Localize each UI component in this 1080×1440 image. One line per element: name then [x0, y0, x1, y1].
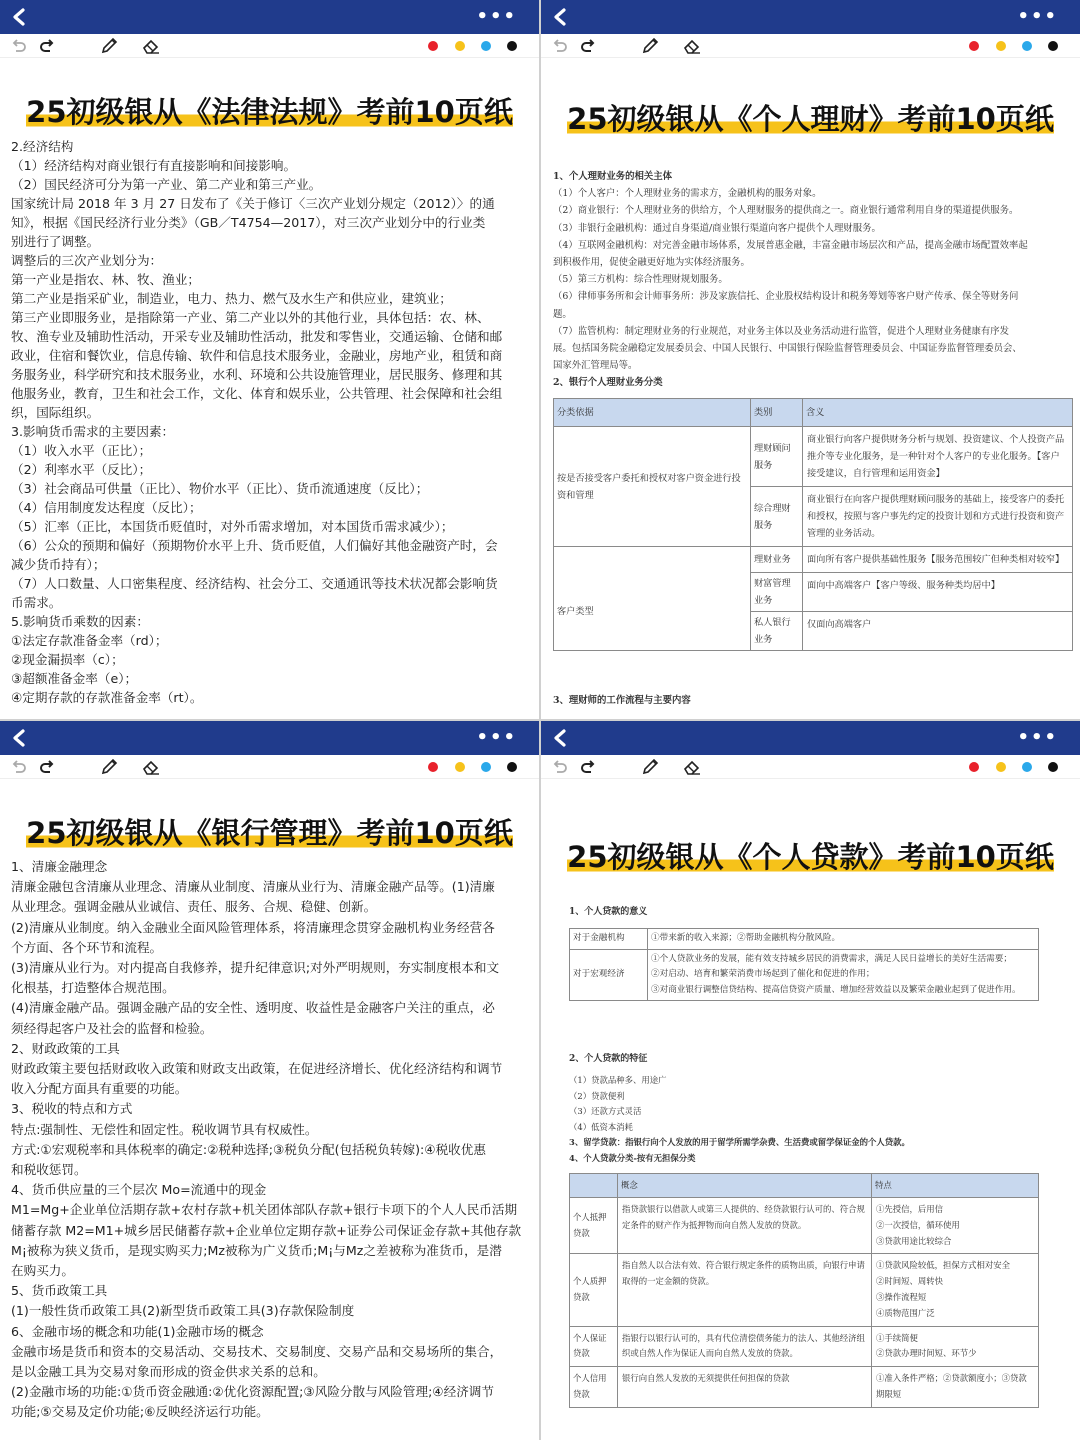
more-options-icon[interactable]: ••• — [476, 6, 517, 27]
cell-line: ①个人贷款业务的发展，能有效支持城乡居民的消费需求，满足人民日益增长的美好生活需要； — [651, 953, 1012, 964]
text-line: （5）汇率（正比，本国货币贬值时，对外币需求增加，对本国货币需求减少）； — [11, 519, 454, 534]
text-line: 储蓄存款 M2=M1+城乡居民储蓄存款+企业单位定期存款+证券公司保证金存款+其他存款 — [11, 1222, 522, 1238]
table-row — [570, 1254, 1039, 1326]
text-line: （5）第三方机构：综合性理财规划服务。 — [553, 274, 728, 286]
back-arrow-icon[interactable] — [553, 729, 567, 747]
back-arrow-icon[interactable] — [553, 8, 567, 26]
undo-icon[interactable] — [551, 37, 569, 55]
table-header-cell — [570, 1174, 618, 1198]
loan-guarantee-table — [569, 1173, 1039, 1408]
page-title — [541, 835, 1080, 876]
text-line: （6）公众的预期和偏好（预期物价水平上升、货币贬值，人们偏好其他金融资产时，会 — [11, 538, 498, 553]
text-line: （4）信用制度发达程度（反比）； — [11, 500, 202, 515]
notes-text — [11, 137, 531, 707]
black-color-dot[interactable] — [507, 762, 517, 772]
pen-icon[interactable] — [100, 37, 118, 55]
table-feature-cell — [872, 1198, 1039, 1254]
black-color-dot[interactable] — [507, 41, 517, 51]
section-heading: 2、个人贷款的特征 — [569, 1054, 648, 1064]
text-line: 4、货币供应量的三个层次 Mo=流通中的现金 — [11, 1182, 267, 1198]
cell-line: ①先授信，后用信 — [876, 1204, 943, 1214]
table-category-cell: 财富管理业务 — [751, 573, 803, 612]
cell-line: ④质物范围广泛 — [876, 1307, 935, 1318]
table-row — [570, 1198, 1039, 1254]
redo-icon[interactable] — [579, 37, 597, 55]
text-line: 3、留学贷款：指银行向个人发放的用于留学所需学杂费、生活费或留学保证金的个人贷款。 — [569, 1137, 910, 1147]
panel-legal-regulations — [0, 0, 539, 719]
table-concept-cell: 指贷款银行以借款人或第三人提供的、经贷款银行认可的、符合规定条件的财产作为抵押物而向自然人发放的贷款。 — [618, 1198, 872, 1254]
top-bar — [541, 0, 1080, 34]
table-key-cell: 个人信用贷款 — [570, 1367, 618, 1408]
table-header-cell: 类别 — [751, 399, 803, 427]
table-row — [570, 1367, 1039, 1408]
text-line: （1）收入水平（正比）； — [11, 443, 152, 458]
text-line: 2.经济结构 — [11, 139, 74, 154]
drawing-toolbar — [541, 755, 1080, 779]
top-bar — [0, 0, 539, 34]
text-line: (2)清廉从业制度。纳入金融业全面风险管理体系，将清廉理念贯穿金融机构业务经营各 — [11, 919, 495, 935]
table-header-cell: 特点 — [872, 1174, 1039, 1198]
undo-icon[interactable] — [551, 758, 569, 776]
page-title-text: 25初级银从《个人贷款》考前10页纸 — [567, 840, 1054, 874]
undo-icon[interactable] — [10, 758, 28, 776]
more-options-icon[interactable]: ••• — [1017, 727, 1058, 748]
page-title — [0, 90, 539, 131]
table-row — [554, 427, 1073, 487]
blue-color-dot[interactable] — [481, 762, 491, 772]
text-line: 别进行了调整。 — [11, 234, 100, 249]
redo-icon[interactable] — [38, 37, 56, 55]
table-feature-cell — [872, 1367, 1039, 1408]
yellow-color-dot[interactable] — [996, 41, 1006, 51]
text-line: 币需求。 — [11, 595, 62, 610]
text-line: 1、个人理财业务的相关主体 — [553, 171, 673, 182]
black-color-dot[interactable] — [1048, 762, 1058, 772]
text-line: 展。包括国务院金融稳定发展委员会、中国人民银行、中国银行保险监督管理委员会、中国证券监督管理委员会、 — [553, 343, 1022, 355]
back-arrow-icon[interactable] — [12, 8, 26, 26]
text-line: 政业，住宿和餐饮业，信息传输、软件和信息技术服务业，金融业，房地产业，租赁和商 — [11, 348, 503, 363]
table-category-cell: 理财业务 — [751, 547, 803, 573]
drawing-toolbar — [541, 34, 1080, 58]
red-color-dot[interactable] — [428, 762, 438, 772]
table-header-cell: 含义 — [803, 399, 1073, 427]
table-description-cell: 面向所有客户提供基础性服务【服务范围较广但种类相对较窄】 — [803, 547, 1073, 573]
page-title-text: 25初级银从《法律法规》考前10页纸 — [26, 95, 513, 129]
table-description-cell: 商业银行向客户提供财务分析与规划、投资建议、个人投资产品推介等专业化服务，是一种针对个人客户的专业化服务。【客户接受建议，自行管理和运用资金】 — [803, 427, 1073, 487]
text-line: （2）商业银行：个人理财业务的供给方，个人理财服务的提供商之一。商业银行通常利用自身的渠道提供服务。 — [553, 205, 1019, 217]
table-description-cell: 仅面向高端客户 — [803, 612, 1073, 651]
text-line: （3）非银行金融机构：通过自身渠道/商业银行渠道向客户提供个人理财服务。 — [553, 222, 881, 234]
text-line: 收入分配方面具有重要的功能。 — [11, 1081, 188, 1097]
cell-line: ①手续简便 — [876, 1332, 918, 1343]
cell-line: ②一次授信，循环使用 — [876, 1219, 960, 1230]
table-description-cell: 商业银行在向客户提供理财顾问服务的基础上，接受客户的委托和授权，按照与客户事先约定的投资计划和方式进行投资和资产管理的业务活动。 — [803, 487, 1073, 547]
blue-color-dot[interactable] — [1022, 762, 1032, 772]
section-heading: 3、理财师的工作流程与主要内容 — [553, 695, 691, 706]
text-line: 财政政策主要包括财政收入政策和财政支出政策，在促进经济增长、优化经济结构和调节 — [11, 1061, 503, 1077]
text-line: （6）律师事务所和会计师事务所：涉及家族信托、企业股权结构设计和税务筹划等客户财产传承、保全等财务问 — [553, 291, 1019, 303]
text-line: 4、个人贷款分类-按有无担保分类 — [569, 1152, 696, 1163]
table-group-cell: 客户类型 — [554, 547, 751, 651]
text-line: 题。 — [553, 308, 572, 320]
text-line: （1）个人客户：个人理财业务的需求方，金融机构的服务对象。 — [553, 188, 822, 200]
pen-icon[interactable] — [100, 758, 118, 776]
table-key-cell: 个人质押贷款 — [570, 1254, 618, 1326]
eraser-icon[interactable] — [683, 758, 701, 776]
text-line: 知》，根据《国民经济行业分类》（GB／T4754—2017），对三次产业划分中的行业类 — [11, 215, 486, 230]
text-line: （4）低资本消耗 — [569, 1121, 633, 1132]
text-line: (3)清廉从业行为。对内提高自我修养，提升纪律意识;对外严明规则，夯实制度根本和文 — [11, 960, 500, 976]
text-line: 国家外汇管理局等。 — [553, 360, 638, 372]
table-description-cell: 面向中高端客户【客户等级、服务种类均居中】 — [803, 573, 1073, 612]
table-concept-cell: 银行向自然人发放的无须提供任何担保的贷款 — [618, 1367, 872, 1408]
table-category-cell: 私人银行业务 — [751, 612, 803, 651]
panel-personal-loans — [541, 721, 1080, 1440]
pen-icon[interactable] — [641, 758, 659, 776]
red-color-dot[interactable] — [969, 762, 979, 772]
yellow-color-dot[interactable] — [996, 762, 1006, 772]
text-line: 功能;⑤交易及定价功能;⑥反映经济运行功能。 — [11, 1404, 269, 1420]
table-key-cell: 个人保证贷款 — [570, 1326, 618, 1367]
table-value-cell — [648, 929, 1039, 950]
page-title-text: 25初级银从《个人理财》考前10页纸 — [567, 102, 1054, 136]
yellow-color-dot[interactable] — [455, 762, 465, 772]
table-header-cell: 概念 — [618, 1174, 872, 1198]
text-line: ①法定存款准备金率（rd）； — [11, 633, 168, 648]
text-line: 3、税收的特点和方式 — [11, 1101, 133, 1117]
undo-icon[interactable] — [10, 37, 28, 55]
text-line: 2、财政政策的工具 — [11, 1040, 120, 1056]
table-key-cell: 个人抵押贷款 — [570, 1198, 618, 1254]
more-options-icon[interactable]: ••• — [476, 727, 517, 748]
text-line: 金融市场是货币和资本的交易活动、交易技术、交易制度、交易产品和交易场所的集合， — [11, 1343, 503, 1359]
top-bar — [0, 721, 539, 755]
text-line: （2）利率水平（反比）； — [11, 462, 152, 477]
text-line: ③超额准备金率（e）； — [11, 671, 138, 686]
table-header-row — [554, 399, 1073, 427]
page-title — [541, 97, 1080, 138]
text-line: （4）互联网金融机构：对完善金融市场体系，发展普惠金融，丰富金融市场层次和产品，提高金融市场配置效率起 — [553, 239, 1028, 251]
table-feature-cell — [872, 1254, 1039, 1326]
text-line: （7）监管机构：制定理财业务的行业规范，对业务主体以及业务活动进行监管，促进个人理财业务健康有序发 — [553, 325, 1009, 337]
blue-color-dot[interactable] — [481, 41, 491, 51]
redo-icon[interactable] — [38, 758, 56, 776]
text-line: 第二产业是指采矿业，制造业，电力、热力、燃气及水生产和供应业，建筑业； — [11, 291, 452, 306]
cell-line: ③贷款用途比较综合 — [876, 1235, 952, 1246]
eraser-icon[interactable] — [142, 37, 160, 55]
cell-line: ②贷款办理时间短、环节少 — [876, 1348, 977, 1359]
text-line: （3）社会商品可供量（正比）、物价水平（正比）、货币流通速度（反比）； — [11, 481, 429, 496]
table-header-cell: 分类依据 — [554, 399, 751, 427]
text-line: （2）国民经济可分为第一产业、第二产业和第三产业。 — [11, 177, 322, 192]
yellow-color-dot[interactable] — [455, 41, 465, 51]
text-line: （1）贷款品种多、用途广 — [569, 1075, 667, 1085]
black-color-dot[interactable] — [1048, 41, 1058, 51]
table-category-cell: 综合理财服务 — [751, 487, 803, 547]
cell-line: ③操作流程短 — [876, 1291, 927, 1302]
text-line: M1=Mg+企业单位活期存款+农村存款+机关团体部队存款+银行卡项下的个人人民币活期 — [11, 1202, 518, 1218]
text-line: 2、银行个人理财业务分类 — [553, 377, 663, 389]
red-color-dot[interactable] — [969, 41, 979, 51]
section-heading: 1、个人贷款的意义 — [569, 907, 648, 917]
text-line: 到积极作用，促使金融更好地为实体经济服务。 — [553, 257, 750, 269]
red-color-dot[interactable] — [428, 41, 438, 51]
text-line: 5、货币政策工具 — [11, 1283, 108, 1299]
text-line: 3.影响货币需求的主要因素： — [11, 424, 175, 439]
notes-text — [553, 168, 1074, 392]
notes-text — [11, 857, 531, 1423]
page-title-text: 25初级银从《银行管理》考前10页纸 — [26, 816, 513, 850]
text-line: (2)金融市场的功能:①货币资金融通:②优化资源配置;③风险分散与风险管理;④经济调节 — [11, 1384, 494, 1400]
panel-bank-management — [0, 721, 539, 1440]
redo-icon[interactable] — [579, 758, 597, 776]
more-options-icon[interactable]: ••• — [1017, 6, 1058, 27]
text-line: 和税收惩罚。 — [11, 1162, 87, 1178]
eraser-icon[interactable] — [142, 758, 160, 776]
text-line: （7）人口数量、人口密集程度、经济结构、社会分工、交通通讯等技术状况都会影响货 — [11, 576, 498, 591]
text-line: (1)一般性货币政策工具(2)新型货币政策工具(3)存款保险制度 — [11, 1303, 355, 1319]
table-group-cell: 按是否接受客户委托和授权对客户资金进行投资和管理 — [554, 427, 751, 547]
text-line: （2）贷款便利 — [569, 1090, 625, 1101]
finance-category-table — [553, 398, 1073, 651]
text-line: 方式:①宏观税率和具体税率的确定:②税种选择;③税负分配(包括税负转嫁):④税收优惠 — [11, 1141, 486, 1157]
table-key-cell: 对于宏观经济 — [570, 949, 648, 1001]
text-line: 务服务业，科学研究和技术服务业，水利、环境和公共设施管理业，居民服务、修理和其 — [11, 367, 503, 382]
text-line: 从业理念。强调金融从业诚信、责任、服务、合规、稳健、创新。 — [11, 899, 377, 915]
cell-line: ②时间短、周转快 — [876, 1276, 943, 1287]
text-line: 第一产业是指农、林、牧、渔业； — [11, 272, 200, 287]
table-row — [570, 949, 1039, 1001]
table-category-cell: 理财顾问服务 — [751, 427, 803, 487]
top-bar — [541, 721, 1080, 755]
eraser-icon[interactable] — [683, 37, 701, 55]
text-line: 5.影响货币乘数的因素： — [11, 614, 149, 629]
text-line: 特点:强制性、无偿性和固定性。税收调节具有权威性。 — [11, 1121, 318, 1137]
table-feature-cell — [872, 1326, 1039, 1367]
table-key-cell: 对于金融机构 — [570, 929, 648, 950]
back-arrow-icon[interactable] — [12, 729, 26, 747]
text-line: 个方面、各个环节和流程。 — [11, 939, 163, 955]
text-line: (4)清廉金融产品。强调金融产品的安全性、透明度、收益性是金融客户关注的重点，必 — [11, 1000, 495, 1016]
notes-text — [569, 1073, 1074, 1166]
text-line: （3）还款方式灵活 — [569, 1106, 642, 1116]
text-line: 减少货币持有）； — [11, 557, 106, 572]
loan-significance-table — [569, 928, 1039, 1001]
text-line: 调整后的三次产业划分为： — [11, 253, 163, 268]
text-line: 织，国际组织。 — [11, 405, 100, 420]
text-line: M¡被称为狭义货币，是现实购买力;Mz被称为广义货币;M¡与Mz之差被称为准货币，是潜 — [11, 1242, 502, 1258]
cell-line: ②对启动、培育和繁荣消费市场起到了催化和促进的作用； — [651, 969, 875, 979]
text-line: 清廉金融包含清廉从业理念、清廉从业制度、清廉从业行为、清廉金融产品等。(1)清廉 — [11, 879, 495, 895]
text-line: 6、金融市场的概念和功能(1)金融市场的概念 — [11, 1323, 264, 1339]
text-line: 1、清廉金融理念 — [11, 859, 108, 874]
table-concept-cell: 指银行以银行认可的，具有代位清偿债务能力的法人、其他经济组织或自然人作为保证人而向自然人发放的贷款。 — [618, 1326, 872, 1367]
cell-line: ①贷款风险较低，担保方式相对安全 — [876, 1260, 1010, 1271]
text-line: 第三产业即服务业，是指除第一产业、第二产业以外的其他行业，具体包括：农、林、 — [11, 310, 490, 325]
text-line: 牧、渔专业及辅助性活动，开采专业及辅助性活动，批发和零售业，交通运输、仓储和邮 — [11, 329, 503, 344]
text-line: 他服务业，教育，卫生和社会工作，文化、体育和娱乐业，公共管理、社会保障和社会组 — [11, 386, 503, 401]
text-line: 须经得起客户及社会的监督和检验。 — [11, 1020, 213, 1036]
table-value-cell — [648, 949, 1039, 1001]
drawing-toolbar — [0, 34, 539, 58]
text-line: 是以金融工具为交易对象而形成的资金供求关系的总和。 — [11, 1364, 326, 1380]
text-line: 化根基，打造整体合规范围。 — [11, 980, 175, 996]
text-line: ②现金漏损率（c）； — [11, 652, 124, 667]
text-line: （1）经济结构对商业银行有直接影响和间接影响。 — [11, 158, 297, 173]
table-row — [570, 1326, 1039, 1367]
cell-line: ①准入条件严格；②贷款额度小；③贷款期限短 — [876, 1373, 1027, 1399]
text-line: ④定期存款的存款准备金率（rt）。 — [11, 690, 203, 705]
page-title — [0, 811, 539, 852]
cell-line: ③对商业银行调整信贷结构、提高信贷资产质量、增加经营效益以及繁荣金融业起到了促进作用。 — [651, 984, 1021, 995]
text-line: 国家统计局 2018 年 3 月 27 日发布了《关于修订〈三次产业划分规定（2012）〉的通 — [11, 196, 495, 211]
text-line: 在购买力。 — [11, 1263, 74, 1279]
blue-color-dot[interactable] — [1022, 41, 1032, 51]
pen-icon[interactable] — [641, 37, 659, 55]
table-row — [570, 929, 1039, 950]
table-concept-cell: 指自然人以合法有效、符合银行规定条件的质物出质，向银行申请取得的一定金额的贷款。 — [618, 1254, 872, 1326]
panel-personal-finance — [541, 0, 1080, 719]
table-header-row — [570, 1174, 1039, 1198]
table-row — [554, 547, 1073, 573]
cell-line: ①带来新的收入来源；②帮助金融机构分散风险。 — [651, 933, 841, 943]
drawing-toolbar — [0, 755, 539, 779]
